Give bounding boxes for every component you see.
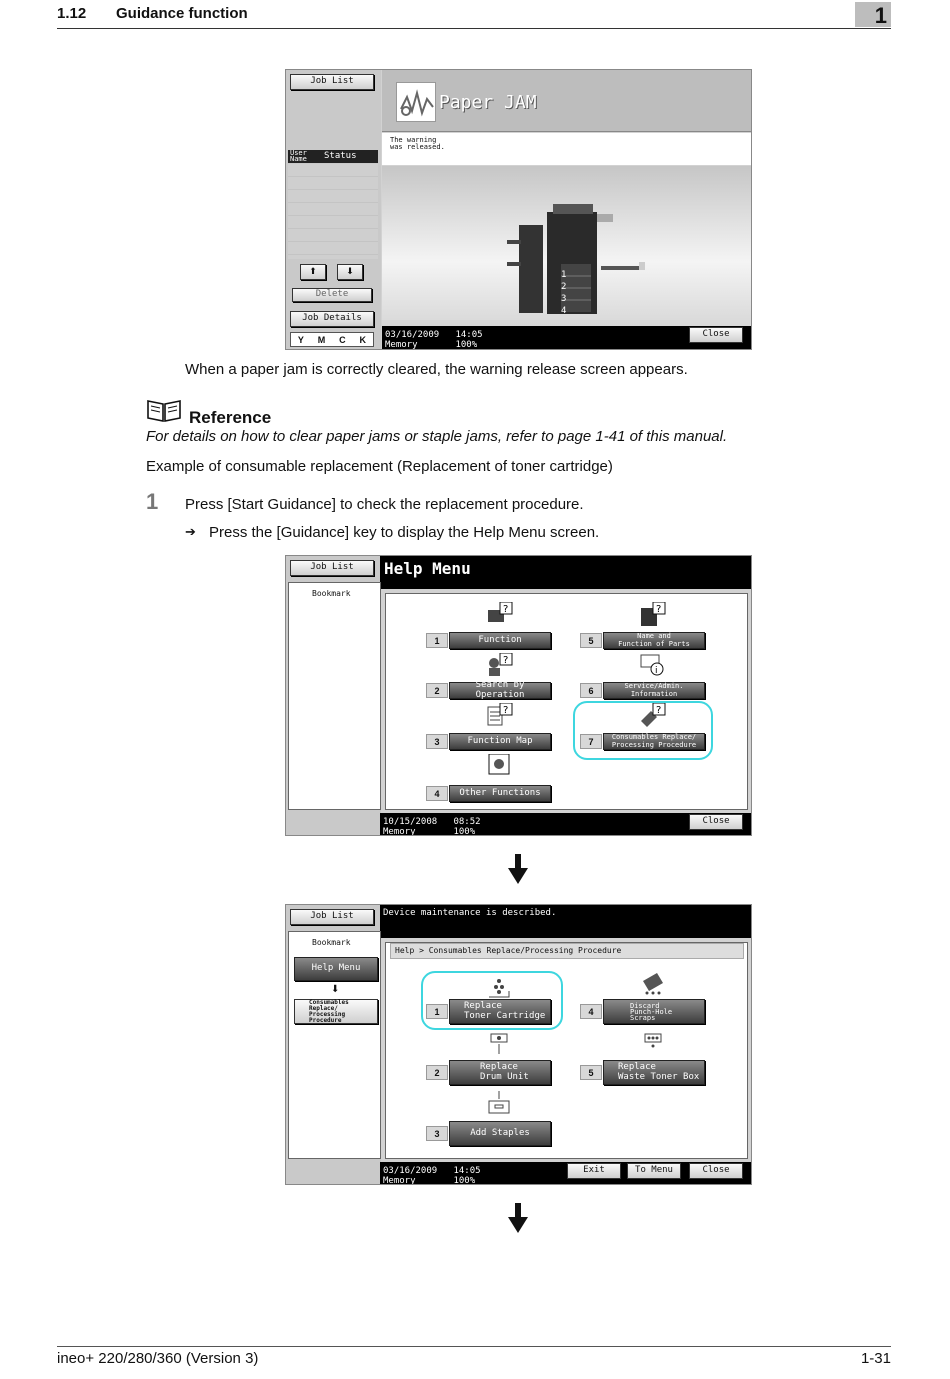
function-map-icon [486,703,514,727]
up-arrow-icon: ⬆ [309,266,317,277]
screen-title: Help Menu [384,559,471,578]
consumables-screen [285,904,752,1185]
svg-text:?: ? [503,705,509,716]
menu-num-6: 6 [580,683,602,698]
search-by-operation-button[interactable]: Search by Operation [449,682,551,699]
svg-text:i: i [655,666,658,676]
device-maintenance-message: Device maintenance is described. [383,908,557,918]
search-by-operation-icon [486,653,514,677]
replace-drum-unit-button[interactable]: Replace Drum Unit [449,1060,551,1085]
function-icon [486,602,514,626]
menu-num-1: 1 [426,633,448,648]
col-user-name: User Name [290,149,307,163]
menu-num-7: 7 [580,734,602,749]
book-icon [146,399,182,423]
toner-levels [290,332,374,347]
discard-punch-hole-scraps-button[interactable]: Discard Punch-Hole Scraps [603,999,705,1024]
toner-m: M [317,334,326,345]
menu-num-3: 3 [426,734,448,749]
job-details-button[interactable]: Job Details [290,311,374,327]
paragraph-jam-cleared: When a paper jam is correctly cleared, the warning release screen appears. [185,361,688,378]
warning-message: The warning was released. [382,133,751,165]
svg-text:?: ? [503,604,509,615]
function-map-button[interactable]: Function Map [449,733,551,750]
scroll-down-button[interactable] [337,264,363,280]
step-text: Press [Start Guidance] to check the replacement procedure. [185,496,584,513]
close-button[interactable]: Close [689,1163,743,1179]
help-menu-screen [285,555,752,836]
service-admin-info-icon [639,653,667,677]
svg-text:?: ? [503,655,509,666]
job-list-button[interactable]: Job List [290,74,374,90]
menu-num-2: 2 [426,683,448,698]
tray-number-2: 2 [561,282,567,292]
header-rule [57,28,891,29]
exit-button[interactable]: Exit [567,1163,621,1179]
item-num-2: 2 [426,1065,448,1080]
title-bar [382,70,751,132]
reference-heading: Reference [189,408,272,427]
chapter-tab: 1 [855,2,891,27]
scroll-up-button[interactable] [300,264,326,280]
other-functions-icon [486,754,514,778]
toner-c: C [339,334,346,345]
tray-number-1: 1 [561,270,567,280]
job-table-header [288,150,378,163]
breadcrumb: Help > Consumables Replace/Processing Procedure [390,943,744,959]
reference-text: For details on how to clear paper jams or staple jams, refer to page 1-41 of this manual. [146,428,728,445]
date-time-memory: 03/16/2009 14:05 Memory 100% [382,329,486,350]
toner-k: K [359,334,367,345]
footer-rule [57,1346,891,1347]
screen-title: Paper JAM [439,92,537,113]
down-arrow-2 [508,1203,528,1235]
help-menu-button[interactable]: Help Menu [294,957,378,981]
function-button[interactable]: Function [449,632,551,649]
example-line: Example of consumable replacement (Replacement of toner cartridge) [146,458,613,475]
section-title: Guidance function [116,5,248,22]
staples-icon [485,1091,513,1115]
paper-jam-icon [396,82,436,122]
job-list-button[interactable]: Job List [290,560,374,576]
name-function-parts-icon [639,602,667,626]
service-admin-info-button[interactable]: Service/Admin. Information [603,682,705,699]
bookmark-label: Bookmark [312,589,351,598]
drum-unit-icon [485,1032,513,1056]
bookmark-panel [288,582,381,810]
toner-y: Y [297,334,304,345]
copier-machine-image [501,200,651,320]
bookmark-label: Bookmark [312,938,351,947]
date-time-memory: 10/15/2008 08:52 Memory 100% [380,816,484,836]
close-button[interactable]: Close [689,814,743,830]
consumables-replace-button[interactable]: Consumables Replace/ Processing Procedure [603,733,705,750]
punch-hole-scraps-icon [639,971,667,995]
current-bookmark: Consumables Replace/ Processing Procedure [294,999,378,1024]
close-button[interactable]: Close [689,327,743,343]
bookmark-down-arrow: ⬇ [331,984,340,995]
item-num-1: 1 [426,1004,448,1019]
job-list-area [288,164,378,259]
footer-page-number: 1-31 [860,1350,891,1367]
item-num-5: 5 [580,1065,602,1080]
menu-num-4: 4 [426,786,448,801]
selection-highlight [421,971,563,1030]
tray-number-3: 3 [561,294,567,304]
name-function-parts-button[interactable]: Name and Function of Parts [603,632,705,649]
step-number: 1 [146,489,159,514]
svg-text:?: ? [656,705,662,716]
svg-text:?: ? [656,604,662,615]
col-status: Status [324,151,357,161]
paper-jam-screen [285,69,752,350]
job-list-button[interactable]: Job List [290,909,374,925]
item-num-4: 4 [580,1004,602,1019]
delete-button[interactable]: Delete [292,288,372,302]
to-menu-button[interactable]: To Menu [627,1163,681,1179]
footer-model: ineo+ 220/280/360 (Version 3) [57,1350,259,1367]
date-time-memory: 03/16/2009 14:05 Memory 100% [380,1165,484,1185]
other-functions-button[interactable]: Other Functions [449,785,551,802]
tray-number-4: 4 [561,306,567,316]
replace-toner-cartridge-button[interactable]: Replace Toner Cartridge [449,999,551,1024]
replace-waste-toner-box-button[interactable]: Replace Waste Toner Box [603,1060,705,1085]
down-arrow-1 [508,854,528,886]
menu-num-5: 5 [580,633,602,648]
sub-step-text: Press the [Guidance] key to display the Help Menu screen. [209,524,600,541]
section-number: 1.12 [57,5,87,22]
down-arrow-icon: ⬇ [346,266,354,277]
add-staples-button[interactable]: Add Staples [449,1121,551,1146]
item-num-3: 3 [426,1126,448,1141]
selection-highlight [573,701,713,760]
sub-step-arrow: ➔ [185,524,196,539]
waste-toner-box-icon [639,1032,667,1056]
